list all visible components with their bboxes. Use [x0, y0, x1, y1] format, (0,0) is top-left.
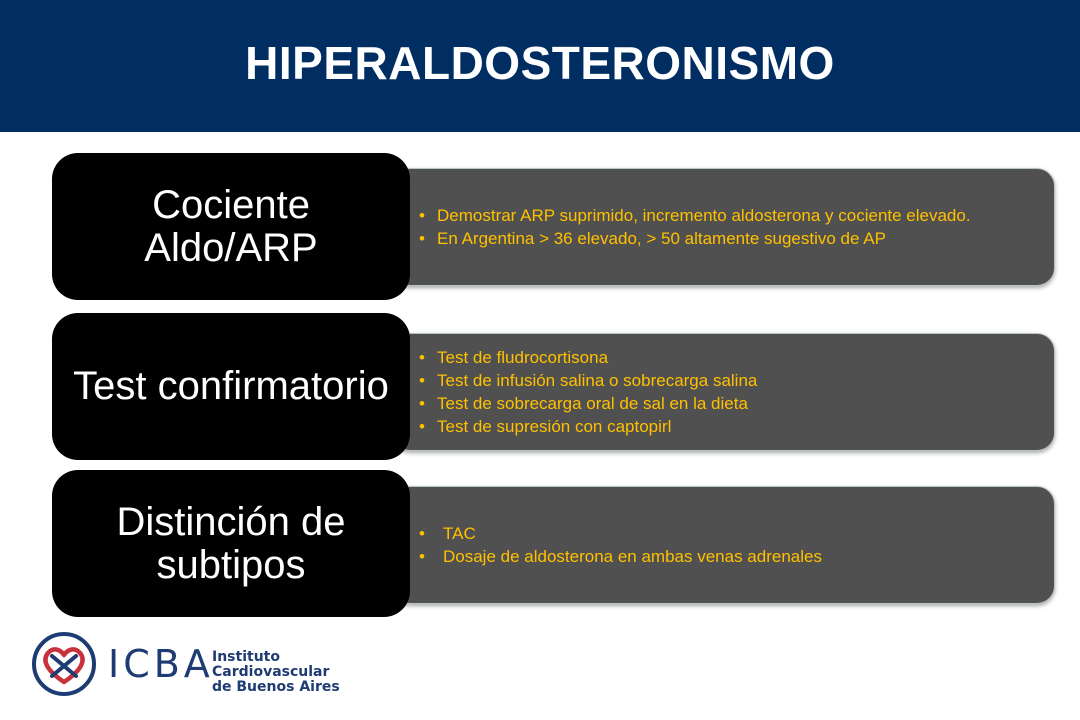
row-2-list: [419, 345, 1024, 439]
list-item-text: Test de sobrecarga oral de sal en la dieta: [437, 394, 748, 413]
list-item: [419, 347, 1024, 368]
list-item-text: Demostrar ARP suprimido, incremento aldosterona y cociente elevado.: [437, 206, 971, 225]
slide-header: [0, 0, 1080, 132]
list-item-text: TAC: [443, 524, 476, 543]
row-1-list: [419, 203, 1024, 251]
list-item: [419, 228, 1024, 249]
logo-brand: ICBA: [108, 642, 214, 686]
bullet-icon: •: [419, 417, 425, 436]
list-item-text: Test de infusión salina o sobrecarga salina: [437, 371, 758, 390]
logo-line-2: de Buenos Aires: [212, 679, 340, 695]
row-1-panel: [392, 168, 1055, 286]
bullet-icon: •: [419, 348, 425, 367]
bullet-icon: •: [419, 229, 425, 248]
list-item-text: En Argentina > 36 elevado, > 50 altamente sugestivo de AP: [437, 229, 886, 248]
logo-subtitle: [212, 650, 390, 695]
list-item: [419, 205, 1024, 226]
heart-cross-logo-icon: [30, 632, 100, 696]
bullet-icon: •: [419, 371, 425, 390]
bullet-icon: •: [419, 547, 425, 566]
row-2-label: Test confirmatorio: [52, 313, 410, 460]
row-1-label: Cociente Aldo/ARP: [52, 153, 410, 300]
list-item: [419, 370, 1024, 391]
list-item: [419, 416, 1024, 437]
list-item: [419, 523, 1024, 544]
list-item: [419, 393, 1024, 414]
bullet-icon: •: [419, 206, 425, 225]
logo-line-1: Instituto Cardiovascular: [212, 649, 330, 680]
slide-title: HIPERALDOSTERONISMO: [245, 37, 835, 89]
list-item-text: Test de fludrocortisona: [437, 348, 609, 367]
row-3-panel: [392, 486, 1055, 604]
bullet-icon: •: [419, 524, 425, 543]
row-3-label: Distinción de subtipos: [52, 470, 410, 617]
icba-logo: [30, 632, 390, 696]
row-2-panel: [392, 333, 1055, 451]
list-item: [419, 546, 1024, 567]
list-item-text: Dosaje de aldosterona en ambas venas adrenales: [443, 547, 822, 566]
row-3-list: [419, 521, 1024, 569]
list-item-text: Test de supresión con captopirl: [437, 417, 672, 436]
bullet-icon: •: [419, 394, 425, 413]
